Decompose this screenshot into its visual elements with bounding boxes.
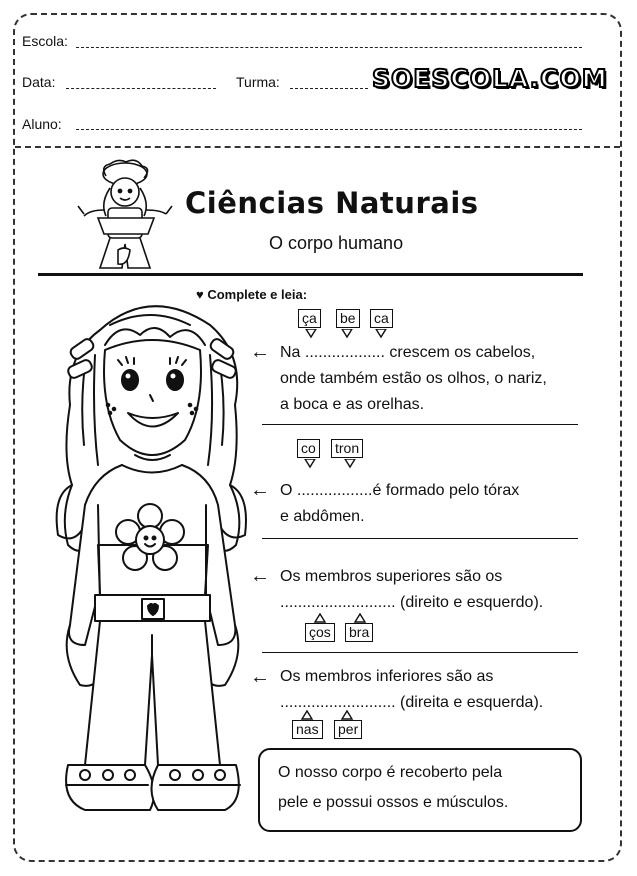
syllable-co: co [297,439,320,458]
syllable-be: be [336,309,360,328]
title-rule [38,273,583,276]
question-4: Os membros inferiores são as .......................... (direita e esquerda). [280,668,544,711]
turma-label: Turma: [236,74,280,90]
data-field[interactable] [66,88,216,89]
aluno-field[interactable] [76,129,582,130]
syllable-cos: ços [305,623,335,642]
answer-blank[interactable]: .................. [304,344,385,361]
turma-field[interactable] [290,88,368,89]
syllable-ca-cedilla: ça [298,309,321,328]
answer-blank[interactable]: ................. [296,482,373,499]
question-3: Os membros superiores são os .......................... (direito e esquerdo). [280,568,544,611]
arrow-left-icon: ← [250,479,270,501]
aluno-label: Aluno: [22,116,62,132]
header-separator [15,146,620,148]
worksheet-subtitle: O corpo humano [269,233,404,253]
escola-field[interactable] [76,47,582,48]
answer-blank[interactable]: .......................... [280,594,396,611]
cook-girl-illustration [70,158,180,276]
answer-blank[interactable]: .......................... [280,694,396,711]
worksheet-title: Ciências Naturais [185,186,479,220]
instruction: ♥ Complete e leia: [196,287,308,302]
arrow-left-icon: ← [250,341,270,363]
data-label: Data: [22,74,56,90]
girl-illustration [40,295,265,835]
divider-line [262,652,578,653]
divider-line [262,538,578,539]
arrow-left-icon: ← [250,666,270,688]
syllable-ca: ca [370,309,393,328]
syllable-nas: nas [292,720,323,739]
syllable-bra: bra [345,623,373,642]
syllable-arrows [297,459,377,471]
heart-icon: ♥ [196,287,204,302]
question-1: Na .................. crescem os cabelos, onde também estão os olhos, o nariz, a boca e as orelhas. [280,344,547,413]
question-2: O .................é formado pelo tórax e abdômen. [280,482,520,525]
syllable-per: per [334,720,362,739]
divider-line [262,424,578,425]
escola-label: Escola: [22,33,68,49]
summary-text: O nosso corpo é recoberto pela pele e possui ossos e músculos. [278,764,509,811]
soescola-logo: SOESCOLA.COM [372,64,608,93]
arrow-left-icon: ← [250,565,270,587]
syllable-tron: tron [331,439,363,458]
